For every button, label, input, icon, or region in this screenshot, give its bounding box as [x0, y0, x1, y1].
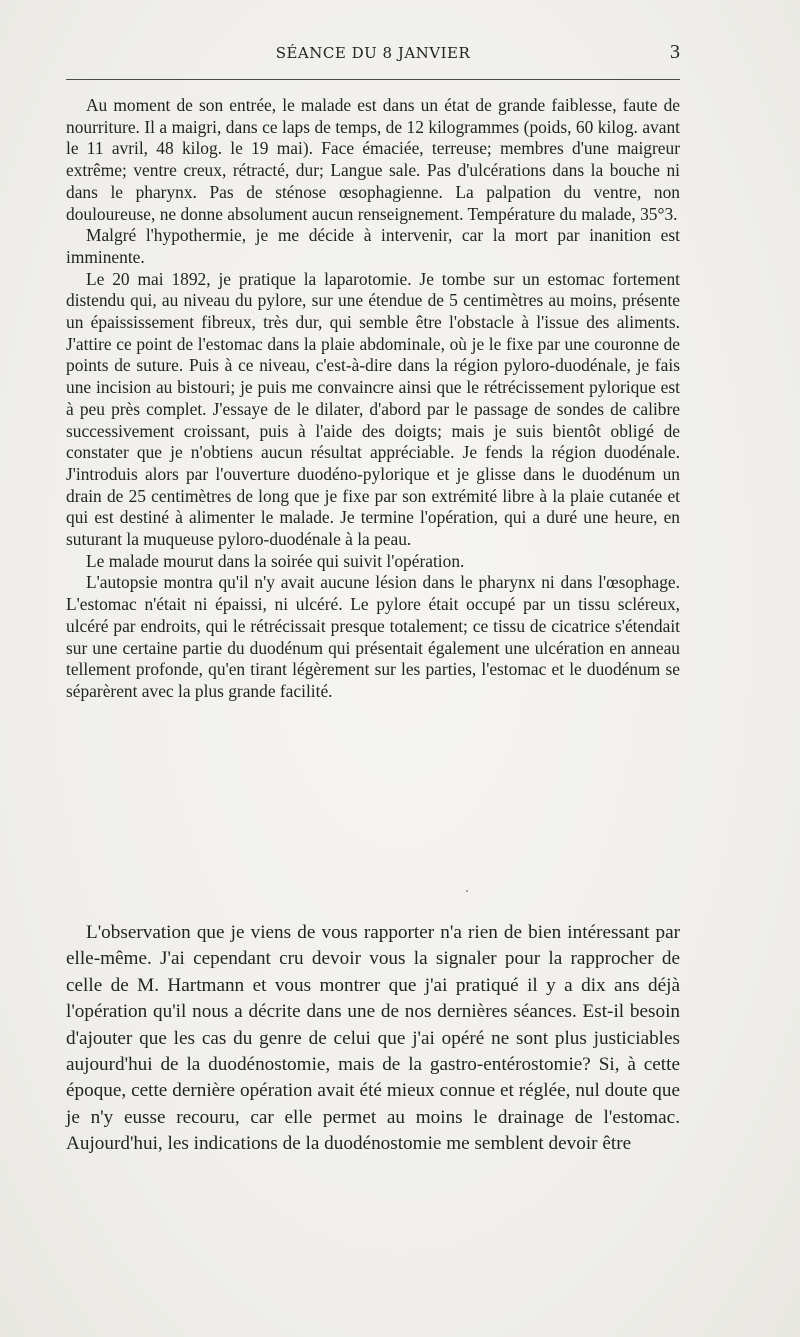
header-rule [66, 79, 680, 80]
paragraph-decision: Malgré l'hypothermie, je me décide à intervenir, car la mort par inanition est imminente. [66, 225, 680, 267]
running-head: SÉANCE DU 8 JANVIER [275, 44, 471, 62]
paragraph-admission: Au moment de son entrée, le malade est dans un état de grande faiblesse, faute de nourriture. Il a maigri, dans ce laps de temps, de 12 kilogrammes (poids, 60 kilog. avant le 11 avril, 48 kilog. le 19 mai). Face émaciée, terreuse; membres d'une maigreur extrême; ventre creux, rétracté, dur; Langue sale. Pas d'ulcérations dans la bouche ni dans le pharynx. Pas de sténose œsophagienne. La palpation du ventre, non douloureuse, ne donne absolument aucun renseignement. Température du malade, 35°3. [66, 95, 680, 224]
page-header [66, 41, 680, 68]
scan-speck [466, 890, 468, 892]
case-report-text [66, 95, 680, 703]
paragraph-death: Le malade mourut dans la soirée qui suivit l'opération. [86, 550, 465, 571]
paragraph-autopsy: L'autopsie montra qu'il n'y avait aucune lésion dans le pharynx ni dans l'œsophage. L'estomac n'était ni épaissi, ni ulcéré. Le pylore était occupé par un tissu scléreux, ulcéré par endroits, qui le rétrécissait presque totalement; ce tissu de cicatrice s'étendait sur une certaine partie du duodénum qui présentait également une ulcération en anneau tellement profonde, qu'en tirant légèrement sur les parties, l'estomac et le duodénum se séparèrent avec la plus grande facilité. [66, 572, 680, 701]
commentary-text [66, 920, 680, 1158]
paragraph-commentary: L'observation que je viens de vous rapporter n'a rien de bien intéressant par elle-même. J'ai cependant cru devoir vous la signaler pour la rapprocher de celle de M. Hartmann et vous montrer que j'ai pratiqué il y a dix ans déjà l'opération qu'il nous a décrite dans une de nos dernières séances. Est-il besoin d'ajouter que les cas du genre de celui que j'ai opéré ne sont plus justiciables aujourd'hui de la duodénostomie, mais de la gastro-entérostomie? Si, à cette époque, cette dernière opération avait été mieux connue et réglée, nul doute que je n'y eusse recouru, car elle permet au moins le drainage de l'estomac. Aujourd'hui, les indications de la duodénostomie me semblent devoir être [66, 922, 680, 1155]
paragraph-operation: Le 20 mai 1892, je pratique la laparotomie. Je tombe sur un estomac fortement distendu qui, au niveau du pylore, sur une étendue de 5 centimètres au moins, présente un épaississement fibreux, très dur, qui semble être l'obstacle à l'issue des aliments. J'attire ce point de l'estomac dans la plaie abdominale, où je le fixe par une couronne de points de suture. Puis à ce niveau, c'est-à-dire dans la région pyloro-duodénale, je fais une incision au bistouri; je puis me convaincre ainsi que le rétrécissement pylorique est à peu près complet. J'essaye de le dilater, d'abord par le passage de sondes de calibre successivement croissant, puis à l'aide des doigts; mais je suis bientôt obligé de constater que je n'obtiens aucun résultat appréciable. Je fends la région duodénale. J'introduis alors par l'ouverture duodéno-pylorique et je glisse dans le duodénum un drain de 25 centimètres de long que je fixe par son extrémité libre à la plaie cutanée et qui est destiné à alimenter le malade. Je termine l'opération, qui a duré une heure, en suturant la muqueuse pyloro-duodénale à la peau. [66, 268, 680, 550]
page-number: 3 [670, 41, 680, 63]
